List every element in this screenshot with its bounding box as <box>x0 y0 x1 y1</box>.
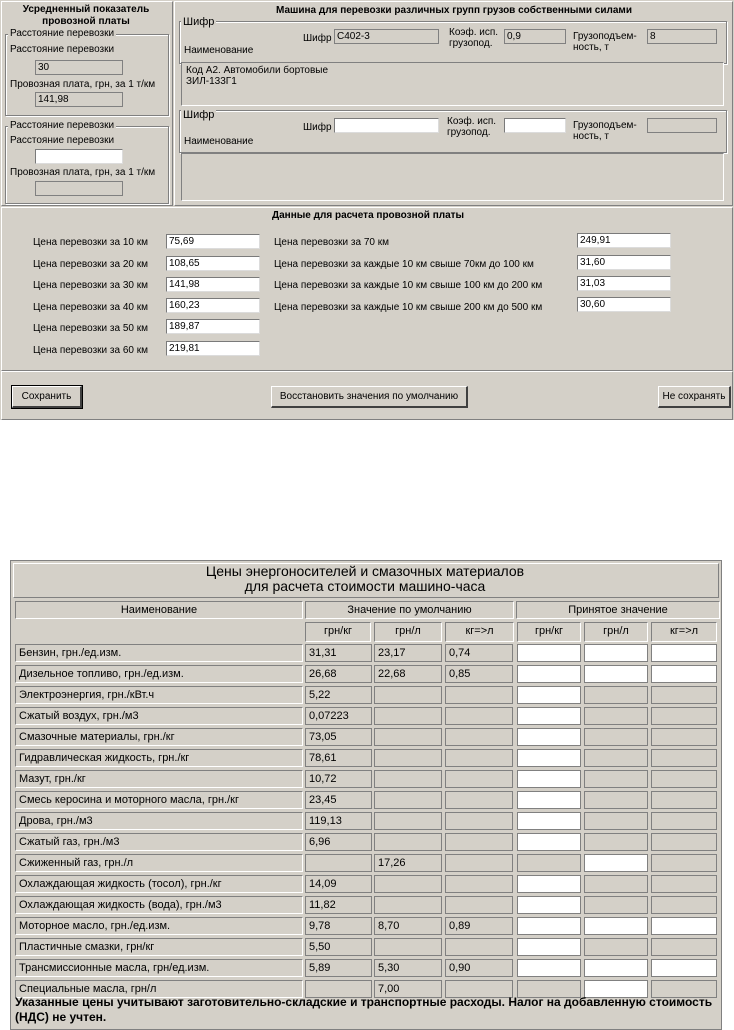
default-value-k <box>445 749 513 767</box>
machine-capacity-label-2: Грузоподъем-ность, т <box>573 120 637 142</box>
accepted-value-kg[interactable] <box>517 749 581 767</box>
accepted-value-l <box>584 896 648 914</box>
accepted-value-k[interactable] <box>651 917 717 935</box>
accepted-value-k <box>651 791 717 809</box>
accepted-value-kg[interactable] <box>517 644 581 662</box>
default-value-kg: 9,78 <box>305 917 372 935</box>
row-name: Гидравлическая жидкость, грн./кг <box>15 749 303 767</box>
price-field[interactable]: 75,69 <box>166 234 260 249</box>
subcol-accepted-l: грн/л <box>584 622 648 642</box>
default-value-l <box>374 875 442 893</box>
distance-group-1-title: Расстояние перевозки <box>10 28 115 39</box>
accepted-value-l <box>584 875 648 893</box>
row-name: Смесь керосина и моторного масла, грн./кг <box>15 791 303 809</box>
accepted-value-l <box>584 707 648 725</box>
default-value-l <box>374 770 442 788</box>
top-dialog <box>0 0 734 420</box>
accepted-value-k[interactable] <box>651 644 717 662</box>
price-label: Цена перевозки за 20 км <box>33 259 148 270</box>
accepted-value-kg[interactable] <box>517 770 581 788</box>
col-header-name: Наименование <box>15 601 303 619</box>
accepted-value-kg[interactable] <box>517 791 581 809</box>
default-value-kg: 5,89 <box>305 959 372 977</box>
row-name: Охлаждающая жидкость (вода), грн./м3 <box>15 896 303 914</box>
accepted-value-kg[interactable] <box>517 896 581 914</box>
row-name: Электроэнергия, грн./кВт.ч <box>15 686 303 704</box>
price-field[interactable]: 30,60 <box>577 297 671 312</box>
default-value-l: 17,26 <box>374 854 442 872</box>
machine-code-field-1[interactable]: С402-3 <box>334 29 439 44</box>
price-field[interactable]: 249,91 <box>577 233 671 248</box>
default-value-k <box>445 875 513 893</box>
default-value-kg: 5,50 <box>305 938 372 956</box>
machine-capacity-label-1: Грузоподъем-ность, т <box>573 31 637 53</box>
price-label: Цена перевозки за 70 км <box>274 237 389 248</box>
price-field[interactable]: 31,03 <box>577 276 671 291</box>
row-name: Специальные масла, грн/л <box>15 980 303 998</box>
default-value-l <box>374 728 442 746</box>
default-value-kg: 23,45 <box>305 791 372 809</box>
machine-code-label-1: Шифр <box>303 33 332 44</box>
default-value-l <box>374 707 442 725</box>
table-footnote: Указанные цены учитывают заготовительно-складские и транспортные расходы. Налог на добавленную стоимость (НДС) не учтен. <box>15 995 713 1024</box>
row-name: Смазочные материалы, грн./кг <box>15 728 303 746</box>
machine-name-value-1b: ЗИЛ-133Г1 <box>186 76 237 87</box>
default-value-k: 0,89 <box>445 917 513 935</box>
accepted-value-k <box>651 707 717 725</box>
price-label: Цена перевозки за 50 км <box>33 323 148 334</box>
price-label: Цена перевозки за 30 км <box>33 280 148 291</box>
distance-label-1: Расстояние перевозки <box>10 44 115 55</box>
default-value-k <box>445 770 513 788</box>
accepted-value-l[interactable] <box>584 665 648 683</box>
machine-code-label-2: Шифр <box>303 122 332 133</box>
machine-name-box-2 <box>181 153 724 201</box>
accepted-value-k <box>651 770 717 788</box>
default-value-kg: 11,82 <box>305 896 372 914</box>
machine-group-1-title: Шифр <box>183 16 215 28</box>
default-value-l: 8,70 <box>374 917 442 935</box>
accepted-value-k <box>651 875 717 893</box>
accepted-value-k <box>651 812 717 830</box>
default-value-k <box>445 686 513 704</box>
machine-coef-label-2: Коэф. исп. грузопод. <box>447 116 497 138</box>
col-header-default: Значение по умолчанию <box>305 601 514 619</box>
accepted-value-kg[interactable] <box>517 812 581 830</box>
default-value-l <box>374 686 442 704</box>
machine-name-label-2: Наименование <box>184 136 254 147</box>
restore-defaults-button[interactable]: Восстановить значения по умолчанию <box>271 386 468 408</box>
default-value-l: 5,30 <box>374 959 442 977</box>
row-name: Сжиженный газ, грн./л <box>15 854 303 872</box>
price-field[interactable]: 108,65 <box>166 256 260 271</box>
default-value-l <box>374 812 442 830</box>
fee-label-2: Провозная плата, грн, за 1 т/км <box>10 167 156 178</box>
machine-name-value-1: Код А2. Автомобили бортовые <box>186 65 329 76</box>
row-name: Дизельное топливо, грн./ед.изм. <box>15 665 303 683</box>
default-value-kg: 5,22 <box>305 686 372 704</box>
distance-field-1[interactable]: 30 <box>35 60 123 75</box>
row-name: Трансмиссионные масла, грн/ед.изм. <box>15 959 303 977</box>
price-field[interactable]: 219,81 <box>166 341 260 356</box>
accepted-value-l[interactable] <box>584 959 648 977</box>
accepted-value-l <box>584 791 648 809</box>
price-label: Цена перевозки за 40 км <box>33 302 148 313</box>
distance-group-2-title: Расстояние перевозки <box>10 120 115 131</box>
accepted-value-l[interactable] <box>584 854 648 872</box>
machine-coef-label-1: Коэф. исп. грузопод. <box>449 27 499 49</box>
accepted-value-l <box>584 938 648 956</box>
price-field[interactable]: 160,23 <box>166 298 260 313</box>
machine-header: Машина для перевозки различных групп грузов собственными силами <box>276 5 632 16</box>
row-name: Сжатый газ, грн./м3 <box>15 833 303 851</box>
default-value-k: 0,74 <box>445 644 513 662</box>
accepted-value-l <box>584 812 648 830</box>
row-name: Мазут, грн./кг <box>15 770 303 788</box>
default-value-kg <box>305 854 372 872</box>
accepted-value-kg[interactable] <box>517 959 581 977</box>
no-save-button[interactable]: Не сохранять <box>658 386 731 408</box>
accepted-value-k[interactable] <box>651 665 717 683</box>
accepted-value-l <box>584 749 648 767</box>
fee-field-2[interactable] <box>35 181 123 196</box>
row-name: Бензин, грн./ед.изм. <box>15 644 303 662</box>
default-value-k <box>445 938 513 956</box>
price-label: Цена перевозки за 60 км <box>33 345 148 356</box>
accepted-value-l[interactable] <box>584 917 648 935</box>
accepted-value-kg[interactable] <box>517 833 581 851</box>
accepted-value-kg[interactable] <box>517 665 581 683</box>
save-button[interactable]: Сохранить <box>12 386 82 408</box>
default-value-l: 23,17 <box>374 644 442 662</box>
fee-label-1: Провозная плата, грн, за 1 т/км <box>10 79 156 90</box>
machine-name-label-1: Наименование <box>184 45 254 56</box>
accepted-value-k[interactable] <box>651 959 717 977</box>
accepted-value-l <box>584 770 648 788</box>
default-value-kg: 119,13 <box>305 812 372 830</box>
default-value-kg: 14,09 <box>305 875 372 893</box>
accepted-value-l <box>584 728 648 746</box>
machine-coef-field-1[interactable]: 0,9 <box>504 29 566 44</box>
default-value-k <box>445 728 513 746</box>
default-value-kg: 73,05 <box>305 728 372 746</box>
price-label: Цена перевозки за 10 км <box>33 237 148 248</box>
accepted-value-kg[interactable] <box>517 686 581 704</box>
table-title <box>13 564 717 594</box>
accepted-value-kg[interactable] <box>517 707 581 725</box>
row-name: Моторное масло, грн./ед.изм. <box>15 917 303 935</box>
accepted-value-l <box>584 833 648 851</box>
accepted-value-k <box>651 749 717 767</box>
default-value-k <box>445 812 513 830</box>
subcol-accepted-kg: грн/кг <box>517 622 581 642</box>
price-label: Цена перевозки за каждые 10 км свыше 200 км до 500 км <box>274 302 543 313</box>
accepted-value-kg[interactable] <box>517 875 581 893</box>
fee-field-1[interactable]: 141,98 <box>35 92 123 107</box>
default-value-k <box>445 707 513 725</box>
row-name: Дрова, грн./м3 <box>15 812 303 830</box>
accepted-value-l[interactable] <box>584 644 648 662</box>
row-name: Пластичные смазки, грн/кг <box>15 938 303 956</box>
machine-group-2-title: Шифр <box>183 109 215 121</box>
default-value-k <box>445 896 513 914</box>
accepted-value-kg[interactable] <box>517 728 581 746</box>
subcol-default-kg: грн/кг <box>305 622 371 642</box>
default-value-k <box>445 833 513 851</box>
default-value-l <box>374 896 442 914</box>
price-label: Цена перевозки за каждые 10 км свыше 70км до 100 км <box>274 259 534 270</box>
machine-coef-field-2[interactable] <box>504 118 566 133</box>
accepted-value-k <box>651 896 717 914</box>
calc-header: Данные для расчета провозной платы <box>272 210 465 221</box>
fuel-prices-table <box>10 560 722 1030</box>
default-value-l <box>374 791 442 809</box>
price-field[interactable]: 189,87 <box>166 319 260 334</box>
accepted-value-k <box>651 938 717 956</box>
col-header-accepted: Принятое значение <box>516 601 720 619</box>
default-value-k <box>445 791 513 809</box>
subcol-default-kgl: кг=>л <box>445 622 514 642</box>
accepted-value-k <box>651 686 717 704</box>
accepted-value-k <box>651 854 717 872</box>
default-value-kg: 10,72 <box>305 770 372 788</box>
default-value-kg: 31,31 <box>305 644 372 662</box>
table-title-line2: для расчета стоимости машино-часа <box>244 578 486 594</box>
default-value-l <box>374 833 442 851</box>
accepted-value-kg[interactable] <box>517 938 581 956</box>
default-value-kg: 6,96 <box>305 833 372 851</box>
default-value-l: 7,00 <box>374 980 442 998</box>
machine-capacity-field-1[interactable]: 8 <box>647 29 717 44</box>
table-title-line1: Цены энергоносителей и смазочных материалов <box>205 563 525 579</box>
price-label: Цена перевозки за каждые 10 км свыше 100 км до 200 км <box>274 280 543 291</box>
subcol-accepted-kgl: кг=>л <box>651 622 717 642</box>
default-value-k <box>445 854 513 872</box>
default-value-l <box>374 749 442 767</box>
accepted-value-kg <box>517 854 581 872</box>
distance-label-2: Расстояние перевозки <box>10 135 115 146</box>
default-value-kg: 26,68 <box>305 665 372 683</box>
row-name: Сжатый воздух, грн./м3 <box>15 707 303 725</box>
default-value-k: 0,90 <box>445 959 513 977</box>
price-field[interactable]: 141,98 <box>166 277 260 292</box>
default-value-kg: 0,07223 <box>305 707 372 725</box>
left-header: Усредненный показатель провозной платы <box>22 4 150 27</box>
distance-field-2[interactable] <box>35 149 123 164</box>
default-value-kg: 78,61 <box>305 749 372 767</box>
default-value-k: 0,85 <box>445 665 513 683</box>
accepted-value-l <box>584 686 648 704</box>
machine-code-field-2[interactable] <box>334 118 439 133</box>
default-value-l: 22,68 <box>374 665 442 683</box>
price-field[interactable]: 31,60 <box>577 255 671 270</box>
machine-capacity-field-2[interactable] <box>647 118 717 133</box>
accepted-value-k <box>651 728 717 746</box>
subcol-default-l: грн/л <box>374 622 442 642</box>
row-name: Охлаждающая жидкость (тосол), грн./кг <box>15 875 303 893</box>
accepted-value-k <box>651 833 717 851</box>
default-value-l <box>374 938 442 956</box>
accepted-value-kg[interactable] <box>517 917 581 935</box>
